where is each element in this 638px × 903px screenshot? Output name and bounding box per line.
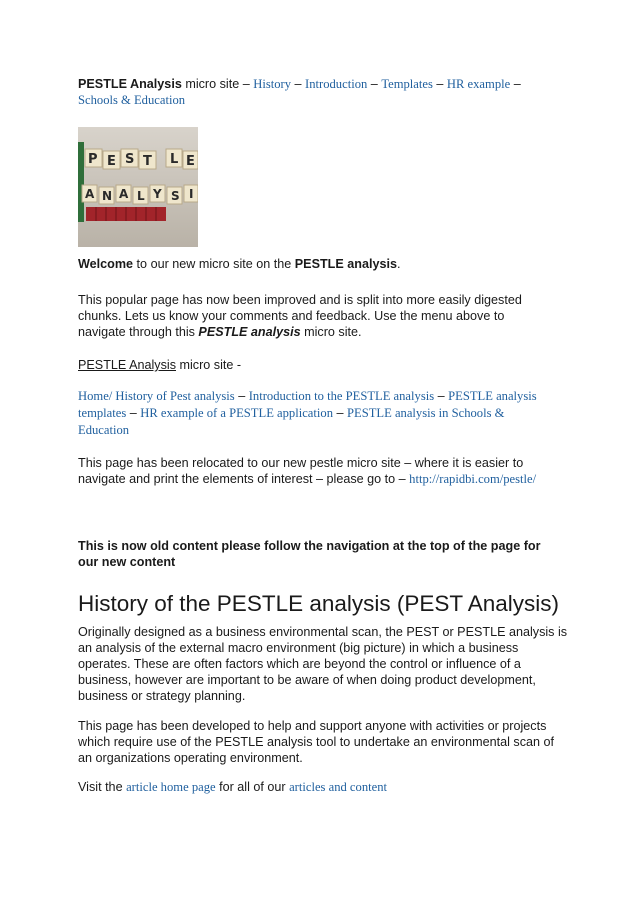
- old-content-text: This is now old content please follow the navigation at the top of the page for our new content: [78, 539, 541, 569]
- scrabble-tiles-illustration: [78, 127, 198, 247]
- intro-emphasis: PESTLE analysis: [198, 325, 301, 339]
- menu-link-templates[interactable]: PESTLE analysis templates: [78, 389, 537, 420]
- visit-line: [78, 779, 568, 795]
- top-nav: [78, 76, 568, 108]
- old-content-notice: [78, 538, 558, 570]
- articles-content-link[interactable]: articles and content: [289, 780, 388, 794]
- relocated-notice: [78, 455, 568, 487]
- history-text-2: This page has been developed to help and support anyone with activities or projects which require use of the PESTLE analysis tool to undertake an environmental scan of an organizations operating environment.: [78, 719, 555, 765]
- tile-letter: P: [88, 152, 98, 167]
- tile-letter: N: [102, 189, 113, 203]
- tile-letter: L: [170, 152, 179, 167]
- micro-site-link[interactable]: PESTLE Analysis: [78, 358, 176, 372]
- site-name-rest: micro site: [181, 77, 240, 91]
- history-paragraph-2: [78, 718, 568, 766]
- intro-paragraph: [78, 292, 538, 340]
- menu-link-schools[interactable]: PESTLE analysis in Schools & Education: [78, 406, 505, 437]
- nav-link-templates[interactable]: Templates: [381, 77, 433, 91]
- menu-separator: –: [336, 406, 344, 420]
- welcome-line: [78, 256, 568, 272]
- site-name: PESTLE Analysis: [78, 77, 182, 91]
- nav-link-introduction[interactable]: Introduction: [305, 77, 368, 91]
- visit-text-mid: for all of our: [215, 780, 290, 794]
- nav-link-hr-example[interactable]: HR example: [446, 77, 511, 91]
- tile-letter: E: [107, 154, 116, 169]
- nav-link-history[interactable]: History: [253, 77, 292, 91]
- history-paragraph-1: [78, 624, 568, 704]
- menu-separator: –: [129, 406, 137, 420]
- welcome-text: to our new micro site on the: [133, 257, 295, 271]
- intro-text-end: micro site.: [300, 325, 362, 339]
- visit-text: Visit the: [78, 780, 127, 794]
- tile-letter: A: [119, 187, 129, 201]
- pestle-site-url-link[interactable]: http://rapidbi.com/pestle/: [409, 472, 537, 486]
- menu-separator: –: [238, 389, 246, 403]
- intro-text: This popular page has now been improved and is split into more easily digested chunks. Lets us know your comments and feedback. Use the menu above to navigate through this: [78, 293, 522, 339]
- pestle-scrabble-image: [78, 127, 198, 247]
- menu-link-home-history[interactable]: Home/ History of Pest analysis: [78, 389, 235, 403]
- nav-separator: –: [242, 77, 250, 91]
- tile-letter: L: [137, 189, 145, 203]
- welcome-pestle: PESTLE analysis: [294, 257, 397, 271]
- article-home-link[interactable]: article home page: [126, 780, 216, 794]
- tile-letter: S: [125, 152, 135, 167]
- history-text-1: Originally designed as a business environmental scan, the PEST or PESTLE analysis is an analysis of the external macro environment (big picture) in which a business operates. These are often factors which are beyond the control or influence of a business, however are important to be aware of when doing product development, business or strategy planning.: [78, 625, 568, 703]
- tile-letter: A: [85, 187, 95, 201]
- tile-letter: E: [186, 154, 195, 169]
- menu-link-hr-example[interactable]: HR example of a PESTLE application: [140, 406, 333, 420]
- micro-site-line: [78, 357, 568, 373]
- welcome-end: .: [396, 257, 401, 271]
- micro-site-rest: micro site -: [176, 358, 242, 372]
- nav-link-schools-education[interactable]: Schools & Education: [78, 93, 186, 107]
- menu-separator: –: [437, 389, 445, 403]
- menu-links: [78, 388, 548, 439]
- tile-letter: S: [171, 189, 180, 203]
- relocated-text: This page has been relocated to our new pestle micro site – where it is easier to navigate and print the elements of interest – please go to –: [78, 456, 524, 486]
- menu-link-introduction[interactable]: Introduction to the PESTLE analysis: [248, 389, 435, 403]
- page-title: History of the PESTLE analysis (PEST Analysis): [78, 591, 560, 616]
- tile-letter: Y: [153, 187, 162, 201]
- welcome-bold: Welcome: [78, 257, 134, 271]
- nav-separator: –: [370, 77, 378, 91]
- nav-separator: –: [513, 77, 521, 91]
- nav-separator: –: [436, 77, 444, 91]
- tile-letter: T: [143, 154, 152, 169]
- nav-separator: –: [294, 77, 302, 91]
- tile-letter: I: [189, 187, 194, 201]
